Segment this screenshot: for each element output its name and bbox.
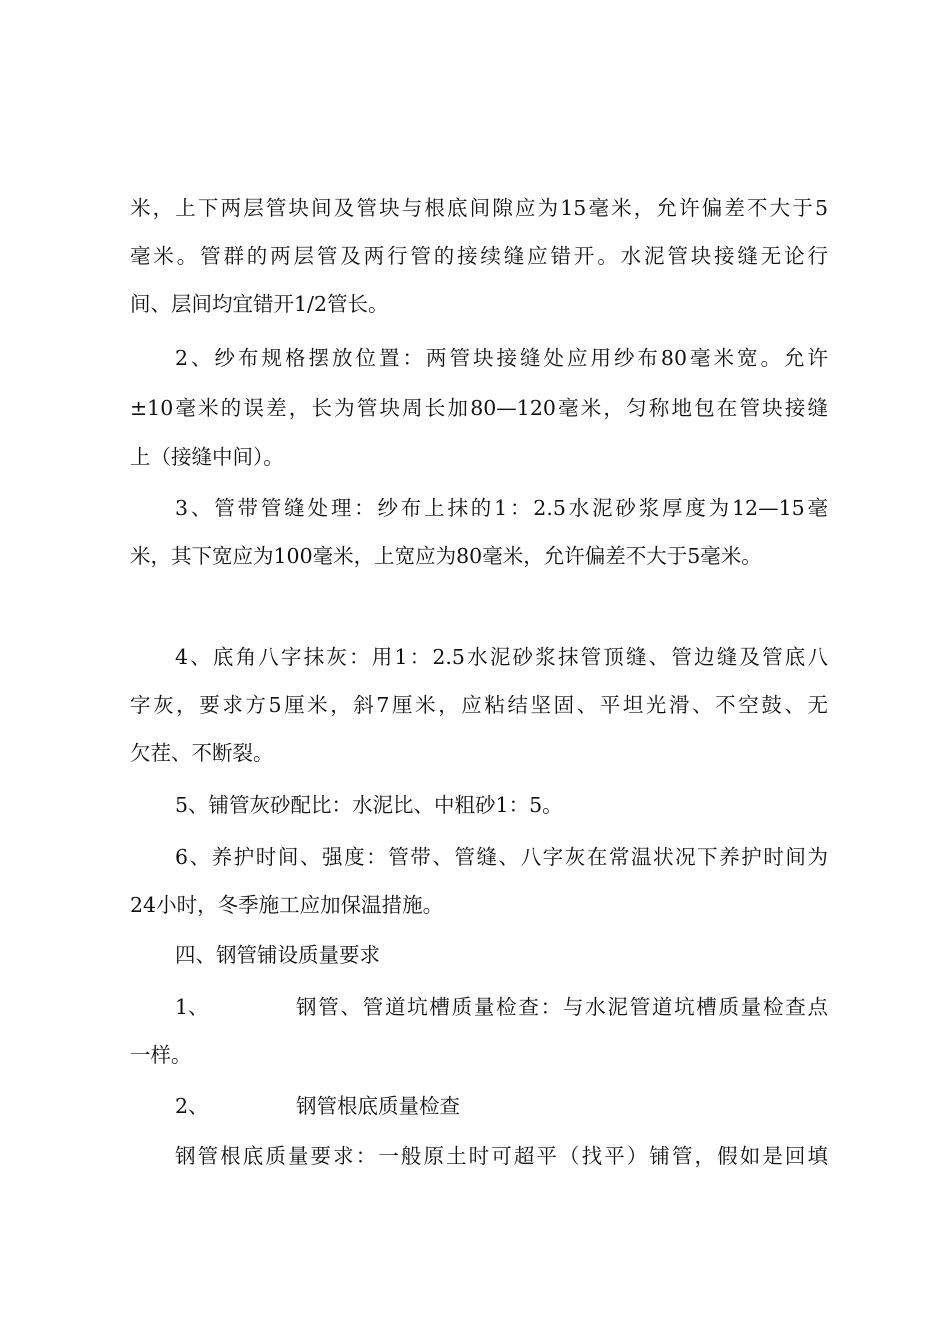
paragraph-line: 4、底角八字抹灰：用1：2.5水泥砂浆抹管顶缝、管边缝及管底八 <box>175 645 828 669</box>
paragraph-line: 钢管根底质量要求：一般原土时可超平（找平）铺管，假如是回填 <box>175 1144 828 1168</box>
paragraph-line: 5、铺管灰砂配比：水泥比、中粗砂1：5。 <box>175 793 563 817</box>
paragraph-line: 毫米。管群的两层管及两行管的接续缝应错开。水泥管块接缝无论行 <box>130 244 828 268</box>
paragraph-line: 米，其下宽应为100毫米，上宽应为80毫米，允许偏差不大于5毫米。 <box>130 544 762 568</box>
paragraph-line: 欠茬、不断裂。 <box>130 741 274 765</box>
paragraph-line: 3、管带管缝处理：纱布上抹的1：2.5水泥砂浆厚度为12—15毫 <box>175 496 828 520</box>
paragraph-line: ±10毫米的误差，长为管块周长加80—120毫米，匀称地包在管块接缝 <box>130 396 828 420</box>
paragraph-line: 米，上下两层管块间及管块与根底间隙应为15毫米，允许偏差不大于5 <box>130 196 828 220</box>
list-number: 1、 <box>175 995 209 1019</box>
section-heading: 四、钢管铺设质量要求 <box>175 943 380 967</box>
paragraph-line: 钢管、管道坑槽质量检查：与水泥管道坑槽质量检查点 <box>296 995 828 1019</box>
paragraph-line: 字灰，要求方5厘米，斜7厘米，应粘结坚固、平坦光滑、不空鼓、无 <box>130 693 828 717</box>
paragraph-line: 24小时，冬季施工应加保温措施。 <box>130 893 444 917</box>
paragraph-line: 一样。 <box>130 1043 192 1067</box>
paragraph-line: 2、纱布规格摆放位置：两管块接缝处应用纱布80毫米宽。允许 <box>175 346 828 370</box>
paragraph-line: 上（接缝中间）。 <box>130 445 284 469</box>
paragraph-line: 间、层间均宜错开1/2管长。 <box>130 292 389 316</box>
list-number: 2、 <box>175 1094 209 1118</box>
paragraph-line: 钢管根底质量检查 <box>296 1094 460 1118</box>
paragraph-line: 6、养护时间、强度：管带、管缝、八字灰在常温状况下养护时间为 <box>175 845 828 869</box>
